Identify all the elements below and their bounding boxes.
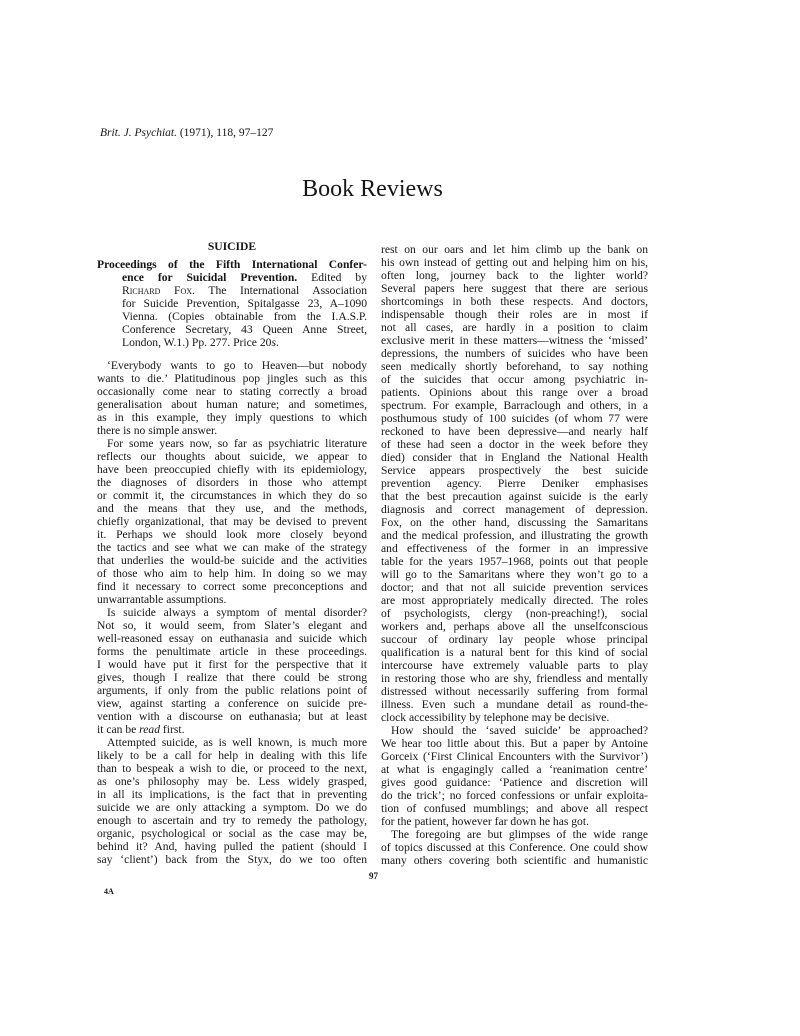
text-span: . The International Association [192,283,367,297]
text-line: enough to ascertain and try to remedy the pathology, [97,813,367,827]
text-line: spectrum. For example, Barraclough and others, in a [381,398,648,412]
text-span: Conference Secretary, 43 Queen Anne Street, [122,322,367,336]
paragraph [97,606,367,736]
text-line: exclusive merit in these matters—witness the ‘missed’ [381,333,648,347]
text-line: forms the penultimate article in these proceedings. [97,644,367,658]
text-line: of psychologists, clergy (non-preaching!), social [381,606,648,620]
text-line: wants to die.’ Platitudinous pop jingles such as this [97,371,367,385]
text-line: his own instead of getting out and helping him on his, [381,255,648,269]
text-span: . [275,335,279,349]
text-span: s [271,335,276,349]
text-span: Vienna. (Copies obtainable from the I.A.S.P. [122,309,367,323]
text-line: doctor; and that not all suicide prevention services [381,580,648,594]
text-line: arguments, if only from the public relations point of [97,683,367,697]
heading-line [97,271,367,284]
text-line: organic, psychological or social as the case may be, [97,826,367,840]
text-line: likely to be a call for help in dealing with this life [97,748,367,762]
text-line: Attempted suicide, as is well known, is much more [107,735,367,749]
text-line: not all cases, are hardly in a position to claim [381,320,648,334]
text-span: ence for Suicidal Prevention. [122,270,298,284]
text-line: reckoned to have been depressive—and nearly half [381,424,648,438]
text-span: Richard Fox [122,283,193,297]
heading-line [97,310,367,323]
text-line: Gorceix (‘First Clinical Encounters with the Survivor’) [381,749,648,763]
text-line: behind it? And, having pulled the patient (should I [97,839,367,853]
text-line: succour of ordinary lay people whose principal [381,632,648,646]
text-line: view, against starting a conference on suicide pre- [97,696,367,710]
text-span: read [139,722,160,736]
text-line: many others covering both scientific and humanistic [381,853,648,867]
text-line: or commit it, the circumstances in which they do so [97,488,367,502]
text-line: patients. Opinions about this range over a broad [381,385,648,399]
text-line: reflects our thoughts about suicide, we appear to [97,449,367,463]
text-line: gives good guidance: ‘Patience and discretion will [381,775,648,789]
text-span: it can be [97,722,140,736]
text-line: illness. Even such a mundane detail as round-the- [381,697,648,711]
text-line: and effectiveness of the former in an impressive [381,541,648,555]
text-line: of the suicides that occur among psychiatric in- [381,372,648,386]
heading-line [97,297,367,310]
paragraph [97,736,367,866]
text-line: in all its implications, is the fact that in preventing [97,787,367,801]
text-line: prevention agency. Pierre Deniker emphasises [381,476,648,490]
text-line: intercourse have extremely valuable parts to play [381,658,648,672]
text-line [97,723,367,736]
journal-name: Brit. J. Psychiat. [100,127,177,139]
text-line: occasionally come near to stating correctly a broad [97,384,367,398]
text-line: it. Perhaps we should look more closely beyond [97,527,367,541]
running-head [100,127,273,139]
text-line: find it necessary to correct some preconceptions and [97,579,367,593]
text-line: Fox, on the other hand, discussing the Samaritans [381,515,648,529]
page-number: 97 [369,871,378,881]
text-line: and the medical profession, and illustrating the growth [381,528,648,542]
right-column [381,243,648,867]
text-line: We hear too little about this. But a paper by Antoine [381,736,648,750]
text-line: How should the ‘saved suicide’ be approached? [391,723,648,737]
text-line: indispensable though their roles are in most if [381,307,648,321]
text-line: rest on our oars and let him climb up the bank on [381,242,648,256]
book-citation-heading [97,258,367,349]
text-line: ‘Everybody wants to go to Heaven—but nobody [107,358,367,372]
text-line: posthumous study of 100 suicides (of whom 77 were [381,411,648,425]
text-line: shortcomings in both these respects. And doctors, [381,294,648,308]
text-line: suicide we are only attacking a symptom. Do we do [97,800,367,814]
citation: (1971), 118, 97–127 [176,127,274,139]
text-line: clock accessibility by telephone may be decisive. [381,710,610,724]
text-line: I would have put it first for the perspective that it [97,657,367,671]
text-line: chiefly organizational, that may be devised to prevent [97,514,367,528]
heading-line [97,323,367,336]
text-line: generalisation about human nature; and sometimes, [97,397,367,411]
text-line: as in this example, they imply questions to which [97,410,367,424]
text-line: Not so, it would seem, from Slater’s elegant and [97,618,367,632]
text-span: Proceedings of the Fifth International Confer- [97,257,367,271]
text-line: Several papers here suggest that there are serious [381,281,648,295]
left-column [97,359,367,866]
text-line: that underlies the would-be suicide and the activities [97,553,367,567]
text-line: in restoring those who are shy, friendless and mentally [381,671,648,685]
text-span: for Suicide Prevention, Spitalgasse 23, A–1090 [122,296,367,310]
text-span: first. [160,722,185,736]
text-line: have been preoccupied chiefly with its epidemiology, [97,462,367,476]
text-line: tion of confused mumblings; and above all respect [381,801,648,815]
text-line: the tactics and see what we can make of the strategy [97,540,367,554]
text-line: The foregoing are but glimpses of the wide range [391,827,648,841]
text-line: seen medically shortly beforehand, to say nothing [381,359,648,373]
text-line: as one’s philosophy may be. Less widely grasped, [97,774,367,788]
text-line: workers and, perhaps above all the unselfconscious [381,619,648,633]
heading-line [97,284,367,297]
paragraph [97,437,367,606]
paragraph [381,243,648,724]
text-line: than to bespeak a wish to die, or proceed to the next, [97,761,367,775]
text-line: do the trick’; no forced confessions or unfair exploita- [381,788,648,802]
text-line: gives, though I realize that there could be strong [97,670,367,684]
text-line: of those who aim to help him. In doing so we may [97,566,367,580]
text-line: often long, journey back to the lighter world? [381,268,648,282]
text-span: London, W.1.) Pp. 277. Price 20 [122,335,272,349]
text-line: will go to the Samaritans where they won’t go to a [381,567,648,581]
text-line: Is suicide always a symptom of mental disorder? [107,605,367,619]
text-line: distressed without necessarily suffering from formal [381,684,648,698]
text-line: vention with a discourse on euthanasia; but at least [97,709,367,723]
heading-line [97,336,367,349]
section-title: SUICIDE [207,240,257,253]
text-line: unwarrantable assumptions. [97,592,227,606]
paragraph [381,724,648,828]
text-line: well-reasoned essay on euthanasia and suicide which [97,631,367,645]
text-line: table for the years 1957–1968, points out that people [381,554,648,568]
text-line: For some years now, so far as psychiatric literature [107,436,367,450]
text-line: at what is engagingly called a ‘reanimation centre’ [381,762,648,776]
heading-line [97,258,367,271]
text-line: the diagnoses of disorders in those who attempt [97,475,367,489]
text-line: and the means that they use, and the methods, [97,501,367,515]
text-line: of these had seen a doctor in the week before they [381,437,648,451]
text-line: say ‘client’) back from the Styx, do we too often [97,852,367,866]
paragraph [97,359,367,437]
text-span: Edited by [297,270,368,284]
page-title: Book Reviews [302,176,443,202]
text-line: qualification is a natural bent for this kind of social [381,645,648,659]
text-line: that the best precaution against suicide is the early [381,489,648,503]
text-line: for the patient, however far down he has got. [381,814,589,828]
text-line: are most appropriately medically directed. The roles [381,593,648,607]
signature-mark: 4A [104,887,114,896]
text-line: there is no simple answer. [97,423,218,437]
text-line: died) consider that in England the National Health [381,450,648,464]
text-line: Service appears prospectively the best suicide [381,463,648,477]
paragraph [381,828,648,867]
text-line: diagnosis and correct management of depression. [381,502,648,516]
text-line: depressions, the numbers of suicides who have been [381,346,648,360]
text-line: of topics discussed at this Conference. One could show [381,840,648,854]
